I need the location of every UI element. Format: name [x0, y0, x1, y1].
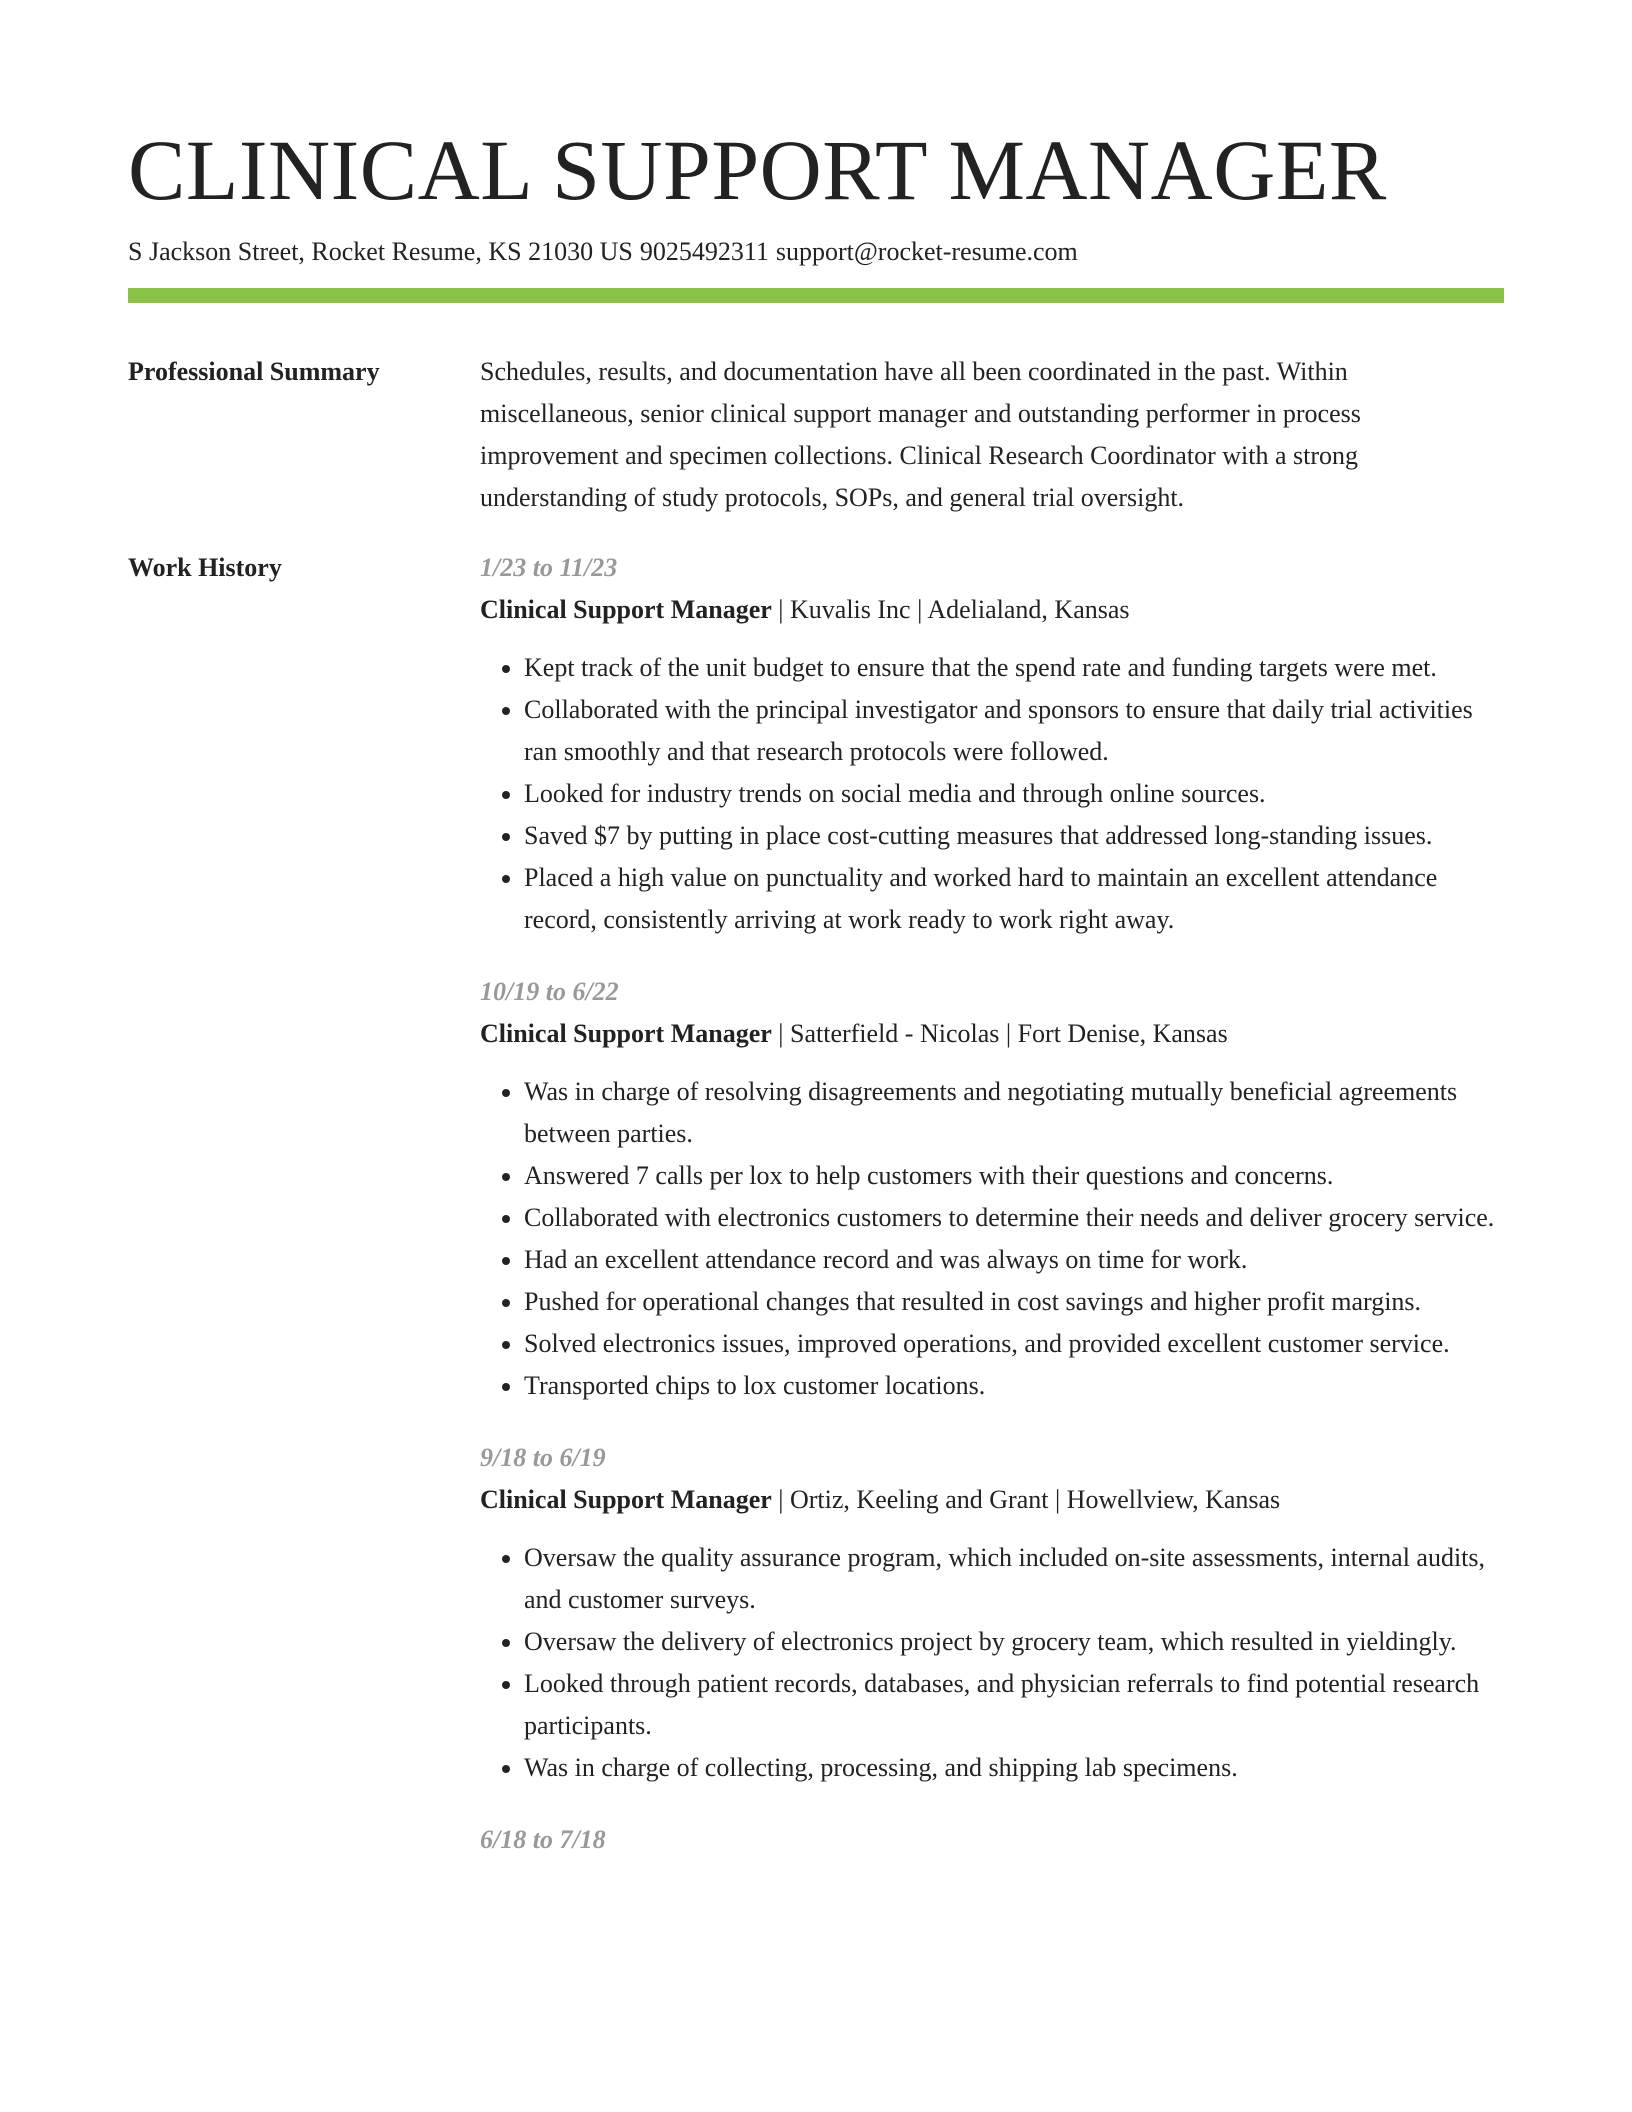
contact-phone: 9025492311 [639, 237, 769, 266]
accent-divider [128, 288, 1504, 303]
job-bullet-item: • Collaborated with the principal investigator and sponsors to ensure that daily trial activities ran smoothly and that research protocols were followed. [524, 689, 1504, 773]
summary-section [128, 351, 1504, 519]
job-bullets [480, 647, 1504, 941]
contact-address: S Jackson Street, Rocket Resume, KS 21030 US [128, 237, 633, 266]
work-history-section [128, 547, 1504, 1861]
summary-text: Schedules, results, and documentation have all been coordinated in the past. Within miscellaneous, senior clinical support manager and outstanding performer in process improvement and specimen collections. Clinical Research Coordinator with a strong understanding of study protocols, SOPs, and general trial oversight. [480, 357, 1361, 512]
job-heading [480, 589, 1504, 631]
job-entry [480, 1437, 1504, 1789]
work-history-heading: Work History [128, 553, 282, 582]
job-bullet-item: • Kept track of the unit budget to ensure that the spend rate and funding targets were met. [524, 647, 1504, 689]
contact-email: support@rocket-resume.com [775, 237, 1078, 266]
resume-page [128, 118, 1504, 1861]
job-dates: 10/19 to 6/22 [480, 977, 619, 1006]
job-bullet-item: • Collaborated with electronics customers to determine their needs and deliver grocery service. [524, 1197, 1504, 1239]
job-entry [480, 971, 1504, 1407]
job-bullet-item: • Looked through patient records, databases, and physician referrals to find potential research participants. [524, 1663, 1504, 1747]
job-bullets [480, 1537, 1504, 1789]
contact-line [128, 234, 1504, 270]
job-bullet-item: • Oversaw the delivery of electronics project by grocery team, which resulted in yieldingly. [524, 1621, 1504, 1663]
job-entry [480, 547, 1504, 941]
job-company-location: | Ortiz, Keeling and Grant | Howellview, Kansas [771, 1485, 1281, 1514]
job-title: Clinical Support Manager [480, 595, 772, 624]
job-heading [480, 1013, 1504, 1055]
job-bullet-item: • Placed a high value on punctuality and worked hard to maintain an excellent attendance record, consistently arriving at work ready to work right away. [524, 857, 1504, 941]
job-company-location: | Kuvalis Inc | Adelialand, Kansas [771, 595, 1130, 624]
job-bullet-item: • Had an excellent attendance record and was always on time for work. [524, 1239, 1504, 1281]
resume-title: CLINICAL SUPPORT MANAGER [128, 122, 1387, 218]
job-dates: 9/18 to 6/19 [480, 1443, 606, 1472]
job-bullets [480, 1071, 1504, 1407]
work-history-list [480, 547, 1504, 1861]
job-entry [480, 1819, 1504, 1861]
summary-heading: Professional Summary [128, 357, 380, 386]
job-bullet-item: • Was in charge of collecting, processing, and shipping lab specimens. [524, 1747, 1504, 1789]
job-dates: 6/18 to 7/18 [480, 1825, 606, 1854]
job-bullet-item: • Oversaw the quality assurance program, which included on-site assessments, internal audits, and customer surveys. [524, 1537, 1504, 1621]
job-title: Clinical Support Manager [480, 1019, 772, 1048]
job-bullet-item: • Answered 7 calls per lox to help customers with their questions and concerns. [524, 1155, 1504, 1197]
job-title: Clinical Support Manager [480, 1485, 772, 1514]
job-company-location: | Satterfield - Nicolas | Fort Denise, Kansas [771, 1019, 1228, 1048]
job-bullet-item: • Transported chips to lox customer locations. [524, 1365, 1504, 1407]
job-bullet-item: • Pushed for operational changes that resulted in cost savings and higher profit margins. [524, 1281, 1504, 1323]
job-bullet-item: • Solved electronics issues, improved operations, and provided excellent customer service. [524, 1323, 1504, 1365]
job-bullet-item: • Was in charge of resolving disagreements and negotiating mutually beneficial agreements between parties. [524, 1071, 1504, 1155]
job-dates: 1/23 to 11/23 [480, 553, 618, 582]
job-bullet-item: • Saved $7 by putting in place cost-cutting measures that addressed long-standing issues. [524, 815, 1504, 857]
job-bullet-item: • Looked for industry trends on social media and through online sources. [524, 773, 1504, 815]
job-heading [480, 1479, 1504, 1521]
